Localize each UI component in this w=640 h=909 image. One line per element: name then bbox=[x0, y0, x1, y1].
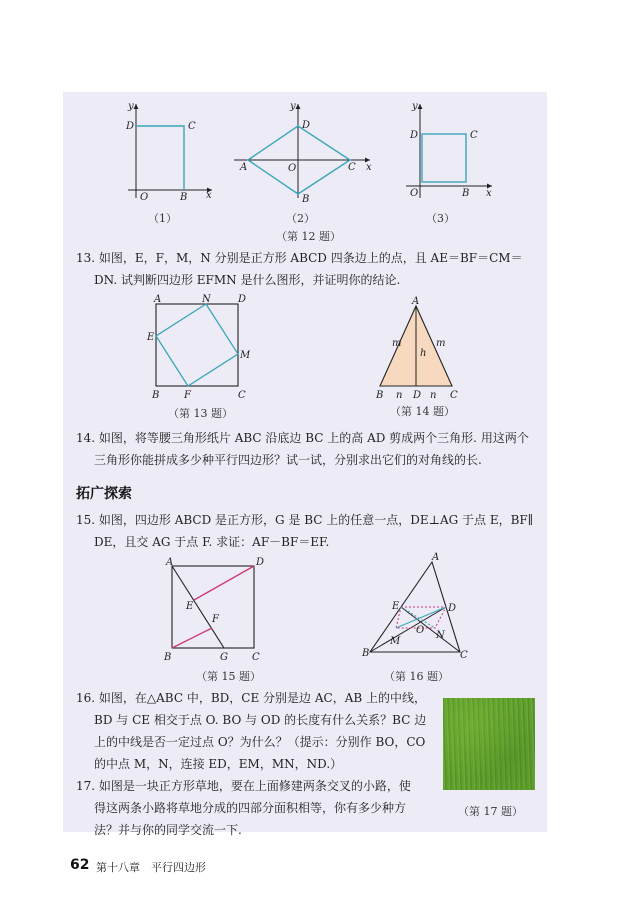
fig12-2-label-O: O bbox=[288, 163, 297, 174]
fig14-label-m1: m bbox=[392, 338, 402, 349]
fig16-label-O: O bbox=[416, 625, 425, 636]
fig14-label-h: h bbox=[420, 348, 427, 359]
q13-text bbox=[76, 247, 544, 291]
fig12-3-label-y: y bbox=[412, 101, 418, 112]
fig12-caption: （第 12 题） bbox=[276, 230, 341, 243]
q16-line-1: 16. 如图，在△ABC 中，BD，CE 分别是边 AC，AB 上的中线， bbox=[76, 691, 426, 705]
fig12-graph-2 bbox=[230, 98, 376, 202]
q17-line-2: 得这两条小路将草地分成的四部分面积相等，你有多少种方 bbox=[94, 801, 407, 815]
q17-line-3: 法？并与你的同学交流一下. bbox=[94, 823, 242, 837]
fig13-label-N: N bbox=[202, 294, 211, 305]
fig16-label-M: M bbox=[390, 636, 401, 647]
fig13-label-F: F bbox=[184, 390, 191, 401]
fig15-label-A: A bbox=[166, 557, 174, 568]
q15-line-2: DE，且交 AG 于点 F. 求证：AF－BF＝EF. bbox=[94, 535, 330, 549]
fig15-label-F: F bbox=[212, 614, 219, 625]
fig12-3-label-C: C bbox=[470, 130, 478, 141]
q16-line-2: BD 与 CE 相交于点 O. BO 与 OD 的长度有什么关系？BC 边 bbox=[94, 713, 427, 727]
fig12-2-label-A: A bbox=[240, 162, 248, 173]
fig12-2-label-C: C bbox=[348, 162, 356, 173]
q16-line-3: 上的中线是否一定过点 O？为什么？（提示：分别作 BO，CO bbox=[94, 735, 426, 749]
fig12-1-label-C: C bbox=[188, 121, 196, 132]
fig15-label-G: G bbox=[220, 652, 228, 663]
fig13-label-A: A bbox=[154, 294, 162, 305]
fig14-label-C: C bbox=[450, 390, 458, 401]
fig12-subcaption-2: （2） bbox=[286, 212, 315, 225]
q13-line-1: 13. 如图，E，F，M，N 分别是正方形 ABCD 四条边上的点，且 AE＝BF＝CM＝ bbox=[76, 251, 523, 265]
fig12-2-label-D: D bbox=[302, 120, 311, 131]
q13-line-2: DN. 试判断四边形 EFMN 是什么图形，并证明你的结论. bbox=[94, 273, 401, 287]
fig12-1-label-B: B bbox=[180, 192, 188, 202]
fig16-label-A: A bbox=[432, 552, 440, 563]
fig15-label-C: C bbox=[252, 652, 260, 663]
fig12-graph-1 bbox=[118, 98, 218, 202]
fig12-3-label-O: O bbox=[410, 188, 419, 199]
fig13-label-D: D bbox=[238, 294, 247, 305]
fig15-label-D: D bbox=[256, 557, 265, 568]
q14-line-2: 三角形你能拼成多少种平行四边形？试一试，分别求出它们的对角线的长. bbox=[94, 453, 482, 467]
q16-text bbox=[76, 687, 438, 775]
fig13-caption: （第 13 题） bbox=[168, 407, 233, 420]
fig13-square bbox=[146, 294, 250, 402]
fig12-subcaption-1: （1） bbox=[148, 212, 177, 225]
chapter-title: 第十八章 平行四边形 bbox=[96, 861, 206, 874]
fig14-label-D: D bbox=[413, 390, 422, 401]
page-number: 62 bbox=[70, 857, 90, 873]
fig12-2-label-x: x bbox=[366, 162, 372, 173]
fig15-caption: （第 15 题） bbox=[196, 670, 261, 683]
fig14-label-m2: m bbox=[436, 338, 446, 349]
fig14-label-n2: n bbox=[430, 390, 437, 401]
fig12-3-label-x: x bbox=[486, 188, 492, 199]
fig12-3-label-B: B bbox=[462, 188, 470, 199]
fig12-1-label-D: D bbox=[126, 121, 135, 132]
fig14-label-B: B bbox=[376, 390, 384, 401]
q14-text bbox=[76, 427, 544, 471]
fig16-label-C: C bbox=[460, 650, 468, 660]
fig14-label-A: A bbox=[412, 296, 420, 307]
fig16-label-B: B bbox=[362, 648, 370, 659]
q17-text bbox=[76, 775, 438, 841]
fig13-label-M: M bbox=[240, 350, 250, 361]
fig16-caption: （第 16 题） bbox=[384, 670, 449, 683]
fig15-label-E: E bbox=[186, 601, 194, 612]
fig16-label-N: N bbox=[436, 630, 445, 641]
fig12-graph-3 bbox=[396, 98, 498, 202]
fig16-label-D: D bbox=[448, 603, 457, 614]
fig17-caption: （第 17 题） bbox=[458, 805, 523, 818]
q14-line-1: 14. 如图，将等腰三角形纸片 ABC 沿底边 BC 上的高 AD 剪成两个三角形. 用这两个 bbox=[76, 431, 529, 445]
fig12-2-label-B: B bbox=[302, 194, 310, 202]
fig14-caption: （第 14 题） bbox=[390, 405, 455, 418]
q15-text bbox=[76, 509, 544, 553]
fig12-2-label-y: y bbox=[290, 101, 296, 112]
section-heading: 拓广探索 bbox=[76, 486, 132, 502]
fig14-label-n1: n bbox=[396, 390, 403, 401]
fig13-label-E: E bbox=[147, 332, 155, 343]
fig12-1-label-y: y bbox=[128, 101, 134, 112]
q15-line-1: 15. 如图，四边形 ABCD 是正方形，G 是 BC 上的任意一点，DE⊥AG 于点 E，BF∥ bbox=[76, 513, 534, 527]
fig13-label-C: C bbox=[238, 390, 246, 401]
fig12-subcaption-3: （3） bbox=[426, 212, 455, 225]
fig12-3-label-D: D bbox=[410, 130, 419, 141]
fig14-triangle bbox=[370, 294, 470, 402]
fig16-label-E: E bbox=[392, 601, 400, 612]
fig17-grass-image bbox=[443, 698, 535, 790]
fig12-1-label-x: x bbox=[206, 190, 212, 201]
q17-line-1: 17. 如图是一块正方形草地，要在上面修建两条交叉的小路，使 bbox=[76, 779, 411, 793]
fig13-label-B: B bbox=[152, 390, 160, 401]
fig16-triangle bbox=[360, 552, 470, 660]
fig15-label-B: B bbox=[164, 652, 172, 663]
fig15-square bbox=[160, 556, 270, 664]
q16-line-4: 的中点 M，N，连接 ED，EM，MN，ND.） bbox=[94, 757, 343, 771]
fig12-1-label-O: O bbox=[140, 192, 149, 202]
